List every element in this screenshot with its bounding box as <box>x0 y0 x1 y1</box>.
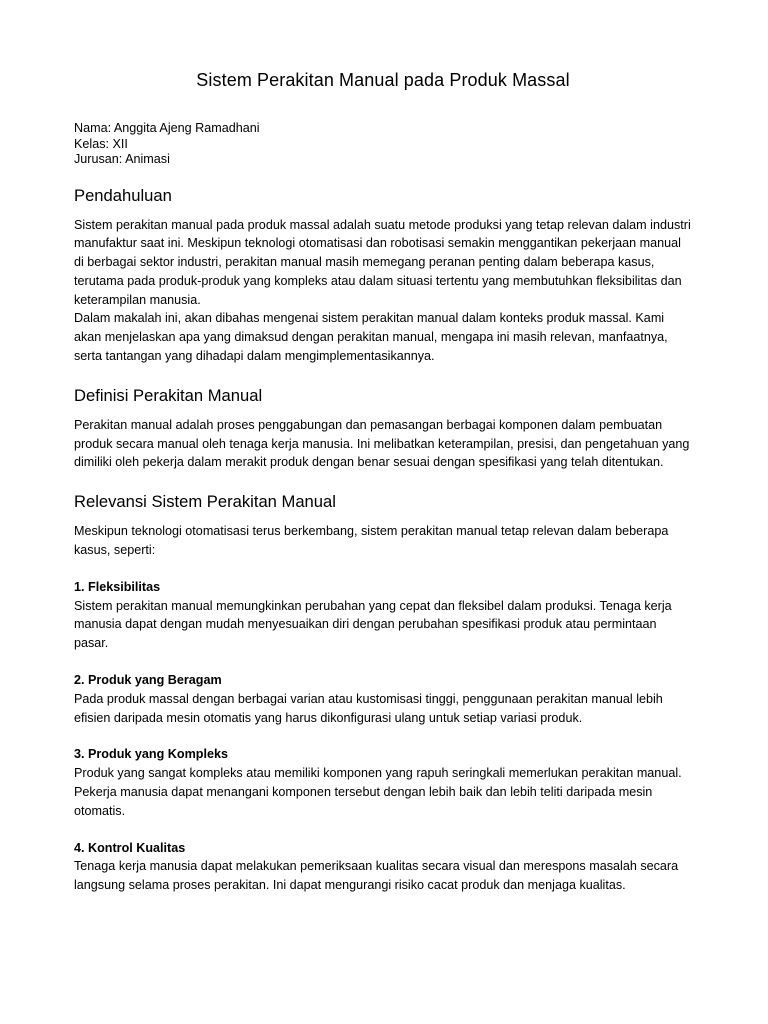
item-text: Sistem perakitan manual memungkinkan perubahan yang cepat dan fleksibel dalam produksi. Tenaga kerja manusia dapat dengan mudah menyesuaikan diri dengan perubahan spesifikasi produk atau permintaan pasar. <box>74 598 672 651</box>
author-major: Jurusan: Animasi <box>74 152 170 166</box>
item-text: Produk yang sangat kompleks atau memiliki komponen yang rapuh seringkali memerlukan perakitan manual. Pekerja manusia dapat menangani komponen tersebut dengan lebih baik dan lebih teliti daripada mesin otomatis. <box>74 766 682 818</box>
section-heading: Relevansi Sistem Perakitan Manual <box>74 492 336 512</box>
section-heading: Definisi Perakitan Manual <box>74 385 263 405</box>
list-item <box>74 578 692 653</box>
list-item <box>74 839 692 895</box>
section-pendahuluan <box>74 186 692 366</box>
author-name: Nama: Anggita Ajeng Ramadhani <box>74 121 260 135</box>
paragraph: Sistem perakitan manual pada produk massal adalah suatu metode produksi yang tetap relevan dalam industri manufaktur saat ini. Meskipun teknologi otomatisasi dan robotisasi semakin menggantikan pekerjaan manual di berbagai sektor industri, perakitan manual masih memegang peranan penting dalam beberapa kasus, terutama pada produk-produk yang kompleks atau dalam situasi tertentu yang membutuhkan fleksibilitas dan keterampilan manusia. <box>74 217 691 307</box>
section-heading: Pendahuluan <box>74 185 172 205</box>
item-title: 2. Produk yang Beragam <box>74 673 222 688</box>
author-info <box>74 121 692 168</box>
section-relevansi <box>74 492 692 895</box>
item-title: 1. Fleksibilitas <box>74 579 161 594</box>
document-title: Sistem Perakitan Manual pada Produk Massal <box>196 70 570 90</box>
section-intro: Meskipun teknologi otomatisasi terus berkembang, sistem perakitan manual tetap relevan dalam beberapa kasus, seperti: <box>74 524 669 558</box>
list-item <box>74 671 692 727</box>
section-definisi <box>74 386 692 472</box>
item-title: 3. Produk yang Kompleks <box>74 747 228 762</box>
paragraph: Dalam makalah ini, akan dibahas mengenai sistem perakitan manual dalam konteks produk massal. Kami akan menjelaskan apa yang dimaksud dengan perakitan manual, mengapa ini masih relevan, manfaatnya, serta tantangan yang dihadapi dalam mengimplementasikannya. <box>74 311 668 364</box>
item-text: Pada produk massal dengan berbagai varian atau kustomisasi tinggi, penggunaan perakitan manual lebih efisien daripada mesin otomatis yang harus dikonfigurasi ulang untuk setiap variasi produk. <box>74 691 663 725</box>
author-class: Kelas: XII <box>74 136 128 151</box>
paragraph: Perakitan manual adalah proses penggabungan dan pemasangan berbagai komponen dalam pembuatan produk secara manual oleh tenaga kerja manusia. Ini melibatkan keterampilan, presisi, dan pengetahuan yang dimiliki oleh pekerja dalam merakit produk dengan benar sesuai dengan spesifikasi yang telah ditentukan. <box>74 417 690 470</box>
list-item <box>74 745 692 820</box>
item-title: 4. Kontrol Kualitas <box>74 840 186 855</box>
item-text: Tenaga kerja manusia dapat melakukan pemeriksaan kualitas secara visual dan merespons masalah secara langsung selama proses perakitan. Ini dapat mengurangi risiko cacat produk dan menjaga kualitas. <box>74 859 679 893</box>
